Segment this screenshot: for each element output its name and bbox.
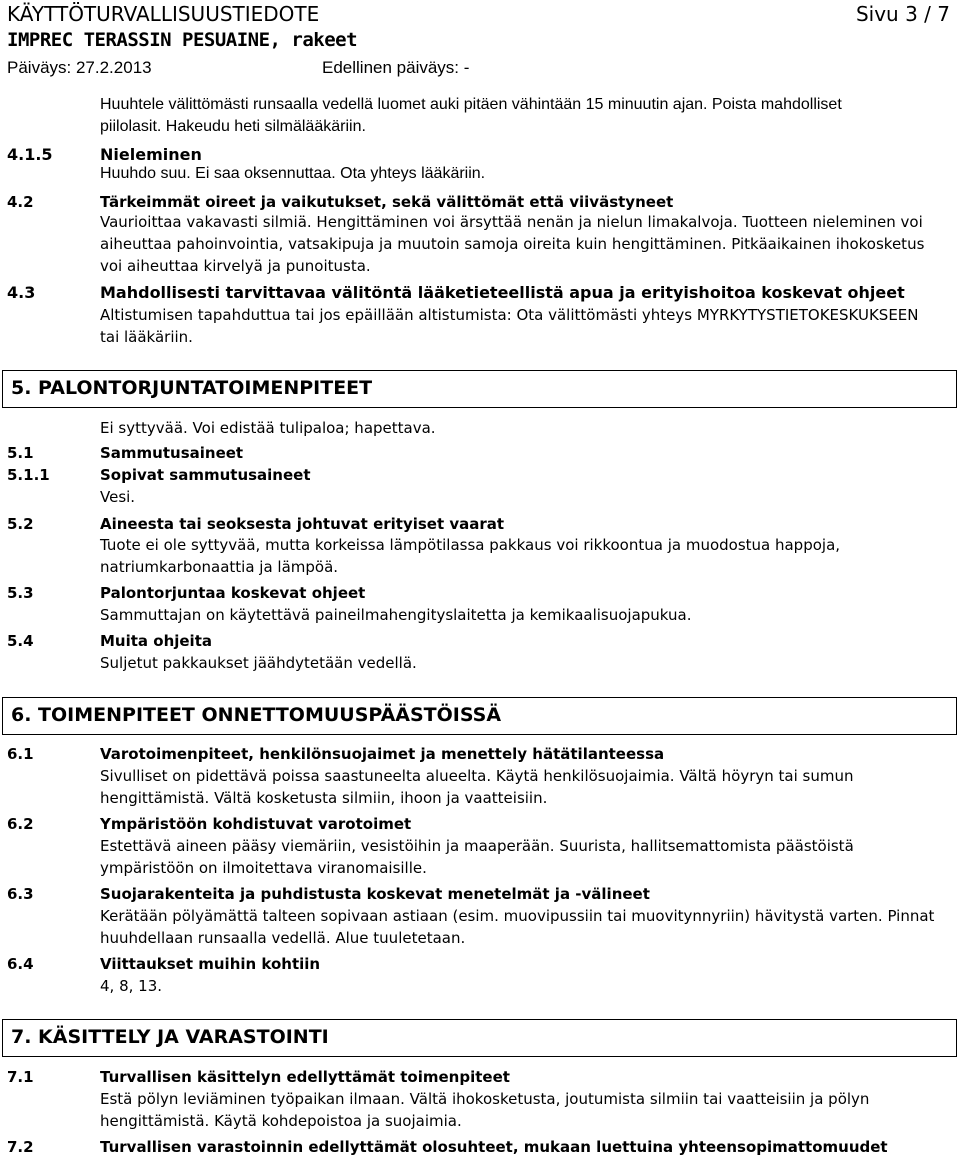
paragraph: Vaurioittaa vakavasti silmiä. Hengittäminen voi ärsyttää nenän ja nielun limakalvoja. Tuotteen nieleminen voi bbox=[100, 213, 923, 231]
section-6-title-box bbox=[2, 697, 957, 735]
paragraph: 4, 8, 13. bbox=[100, 977, 163, 995]
eye-contact-line-1: Huuhtele välittömästi runsaalla vedellä luomet auki pitäen vähintään 15 minuutin ajan. Poista mahdolliset bbox=[100, 96, 842, 113]
section-heading: Muita ohjeita bbox=[100, 632, 212, 650]
section-number: 4.1.5 bbox=[7, 145, 53, 164]
paragraph: natriumkarbonaattia ja lämpöä. bbox=[100, 558, 339, 576]
section-number: 6.3 bbox=[7, 885, 34, 903]
paragraph: ympäristöön on ilmoitettava viranomaisille. bbox=[100, 859, 427, 877]
section-number: 6.2 bbox=[7, 815, 34, 833]
section-title: 6. TOIMENPITEET ONNETTOMUUSPÄÄSTÖISSÄ bbox=[11, 704, 502, 726]
section-heading: Ympäristöön kohdistuvat varotoimet bbox=[100, 815, 412, 833]
section-number: 6.1 bbox=[7, 745, 34, 763]
section-heading: Aineesta tai seoksesta johtuvat erityiset vaarat bbox=[100, 515, 505, 533]
paragraph: aiheuttaa pahoinvointia, vatsakipuja ja muutoin samoja oireita kuin hengittäminen. Pitkäaikainen ihokosketus bbox=[100, 235, 925, 253]
paragraph: Sammuttajan on käytettävä paineilmahengityslaitetta ja kemikaalisuojapukua. bbox=[100, 606, 692, 624]
section-heading: Viittaukset muihin kohtiin bbox=[100, 955, 321, 973]
section-title: 5. PALONTORJUNTATOIMENPITEET bbox=[11, 377, 373, 399]
section-number: 4.2 bbox=[7, 193, 34, 211]
revision-date: Päiväys: 27.2.2013 bbox=[7, 58, 152, 77]
section-heading: Sammutusaineet bbox=[100, 444, 244, 462]
section-heading: Tärkeimmät oireet ja vaikutukset, sekä välittömät että viivästyneet bbox=[100, 193, 674, 211]
section-heading: Varotoimenpiteet, henkilönsuojaimet ja menettely hätätilanteessa bbox=[100, 745, 665, 763]
paragraph: Ei syttyvää. Voi edistää tulipaloa; hapettava. bbox=[100, 419, 436, 437]
section-number: 7.2 bbox=[7, 1138, 34, 1156]
section-heading: Turvallisen varastoinnin edellyttämät olosuhteet, mukaan luettuina yhteensopimattomuudet bbox=[100, 1138, 888, 1156]
paragraph: hengittämistä. Vältä kosketusta silmiin, ihoon ja vaatteisiin. bbox=[100, 789, 548, 807]
paragraph: Estä pölyn leviäminen työpaikan ilmaan. Vältä ihokosketusta, joutumista silmiin tai vaatteisiin ja pölyn bbox=[100, 1090, 870, 1108]
paragraph: hengittämistä. Käytä kohdepoistoa ja suojaimia. bbox=[100, 1112, 462, 1130]
section-5-title-box bbox=[2, 370, 957, 408]
paragraph: Huuhdo suu. Ei saa oksennuttaa. Ota yhteys lääkäriin. bbox=[100, 165, 486, 182]
paragraph: Tuote ei ole syttyvää, mutta korkeissa lämpötilassa pakkaus voi rikkoontua ja muodostua happoja, bbox=[100, 536, 841, 554]
paragraph: Altistumisen tapahduttua tai jos epäillään altistumista: Ota välittömästi yhteys MYRKYTYSTIETOKESKUKSEEN bbox=[100, 306, 919, 324]
section-heading: Palontorjuntaa koskevat ohjeet bbox=[100, 584, 366, 602]
section-heading: Nieleminen bbox=[100, 145, 202, 164]
section-number: 5.2 bbox=[7, 515, 34, 533]
section-heading: Sopivat sammutusaineet bbox=[100, 466, 311, 484]
paragraph: Sivulliset on pidettävä poissa saastuneelta alueelta. Käytä henkilösuojaimia. Vältä höyryn tai sumun bbox=[100, 767, 854, 785]
section-heading: Suojarakenteita ja puhdistusta koskevat menetelmät ja -välineet bbox=[100, 885, 650, 903]
previous-date: Edellinen päiväys: - bbox=[322, 58, 470, 77]
section-number: 5.1 bbox=[7, 444, 34, 462]
paragraph: Suljetut pakkaukset jäähdytetään vedellä. bbox=[100, 654, 417, 672]
section-number: 5.1.1 bbox=[7, 466, 50, 484]
paragraph: tai lääkäriin. bbox=[100, 328, 193, 346]
product-name: IMPREC TERASSIN PESUAINE, rakeet bbox=[7, 29, 358, 51]
paragraph: Estettävä aineen pääsy viemäriin, vesistöihin ja maaperään. Suurista, hallitsemattomista päästöistä bbox=[100, 837, 854, 855]
eye-contact-line-2: piilolasit. Hakeudu heti silmälääkäriin. bbox=[100, 118, 366, 135]
section-number: 4.3 bbox=[7, 283, 36, 302]
section-number: 5.4 bbox=[7, 632, 34, 650]
section-title: 7. KÄSITTELY JA VARASTOINTI bbox=[11, 1026, 329, 1048]
section-number: 7.1 bbox=[7, 1068, 34, 1086]
paragraph: Kerätään pölyämättä talteen sopivaan astiaan (esim. muovipussiin tai muovitynnyriin) hävitystä varten. Pinnat bbox=[100, 907, 935, 925]
paragraph: Vesi. bbox=[100, 488, 136, 506]
section-number: 5.3 bbox=[7, 584, 34, 602]
page-number: Sivu 3 / 7 bbox=[855, 2, 950, 26]
section-heading: Turvallisen käsittelyn edellyttämät toimenpiteet bbox=[100, 1068, 510, 1086]
paragraph: voi aiheuttaa kirvelyä ja punoitusta. bbox=[100, 257, 371, 275]
section-7-title-box bbox=[2, 1019, 957, 1057]
document-title: KÄYTTÖTURVALLISUUSTIEDOTE bbox=[7, 2, 320, 26]
paragraph: huuhdellaan runsaalla vedellä. Alue tuuletetaan. bbox=[100, 929, 466, 947]
section-heading: Mahdollisesti tarvittavaa välitöntä lääketieteellistä apua ja erityishoitoa koskevat ohjeet bbox=[100, 283, 905, 302]
section-number: 6.4 bbox=[7, 955, 34, 973]
